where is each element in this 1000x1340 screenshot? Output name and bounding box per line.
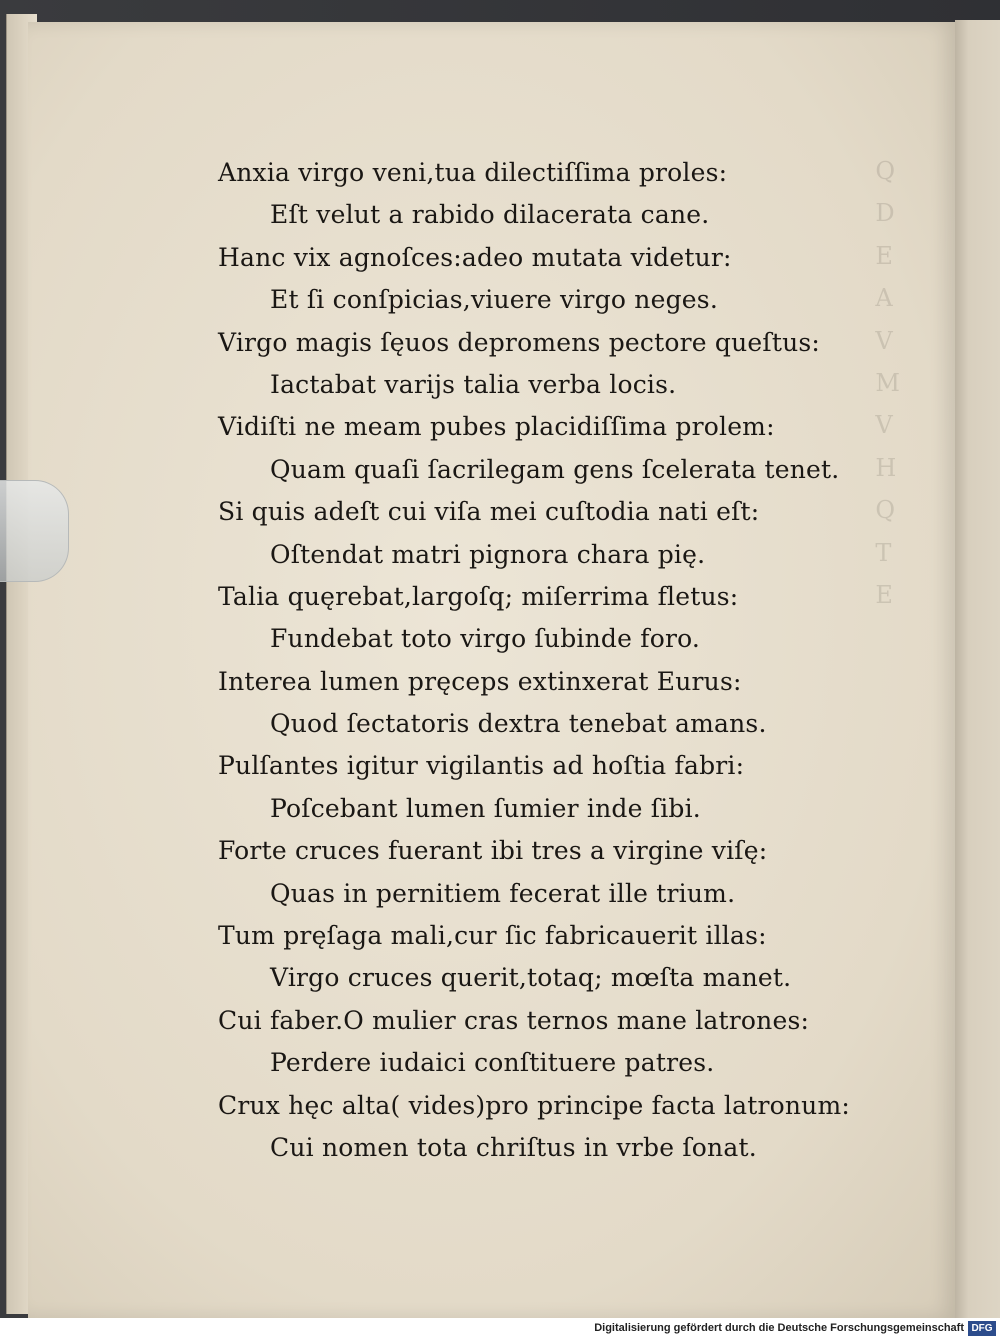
verse-line: Poſcebant lumen ſumier inde ſibi. — [270, 793, 701, 823]
verse-line: Cui faber.O mulier cras ternos mane latrones: — [218, 1005, 810, 1035]
verse-line: Eſt velut a rabido dilacerata cane. — [270, 200, 710, 230]
verse-block — [218, 152, 918, 1169]
verse-line: Et ſi conſpicias,viuere virgo neges. — [270, 285, 718, 315]
facing-page-edge — [875, 20, 1000, 1318]
dfg-logo: DFG — [968, 1321, 996, 1336]
verse-line: Forte cruces fuerant ibi tres a virgine viſę: — [218, 836, 768, 866]
footer-bar — [0, 1318, 1000, 1340]
verse-line: Interea lumen pręceps extinxerat Eurus: — [218, 666, 742, 696]
page-holder-clip — [0, 480, 69, 582]
verse-line: Iactabat varijs talia verba locis. — [270, 369, 677, 399]
verse-line: Perdere iudaici conſtituere patres. — [270, 1048, 715, 1078]
verse-line: Hanc vix agnoſces:adeo mutata videtur: — [218, 242, 732, 272]
verse-line: Talia quęrebat,largoſq; miſerrima fletus: — [218, 581, 739, 611]
verse-line: Quas in pernitiem fecerat ille trium. — [270, 878, 736, 908]
verse-line: Quod ſectatoris dextra tenebat amans. — [270, 709, 767, 739]
verse-line: Virgo cruces querit,totaq; mœſta manet. — [270, 963, 792, 993]
verse-line: Virgo magis ſęuos depromens pectore queſtus: — [218, 327, 821, 357]
show-through-ghost-text: Q D E A V M V H Q T E — [875, 157, 900, 610]
verse-line: Quam quaſi ſacrilegam gens ſcelerata tenet. — [270, 454, 840, 484]
verse-line: Oſtendat matri pignora chara pię. — [270, 539, 706, 569]
verse-line: Pulſantes igitur vigilantis ad hoſtia fabri: — [218, 751, 745, 781]
verse-line: Si quis adeſt cui viſa mei cuſtodia nati eſt: — [218, 497, 760, 527]
verse-line: Cui nomen tota chriſtus in vrbe ſonat. — [270, 1132, 757, 1162]
verse-line: Tum pręſaga mali,cur ſic fabricauerit illas: — [218, 921, 767, 951]
verse-line: Crux hęc alta( vides)pro principe facta latronum: — [218, 1090, 851, 1120]
funding-credit: Digitalisierung gefördert durch die Deutsche Forschungsgemeinschaft — [594, 1322, 964, 1334]
verse-line: Vidiſti ne meam pubes placidiſſima prolem: — [218, 412, 775, 442]
verse-line: Anxia virgo veni,tua dilectiſſima proles: — [218, 158, 728, 187]
verse-line: Fundebat toto virgo ſubinde foro. — [270, 624, 701, 654]
